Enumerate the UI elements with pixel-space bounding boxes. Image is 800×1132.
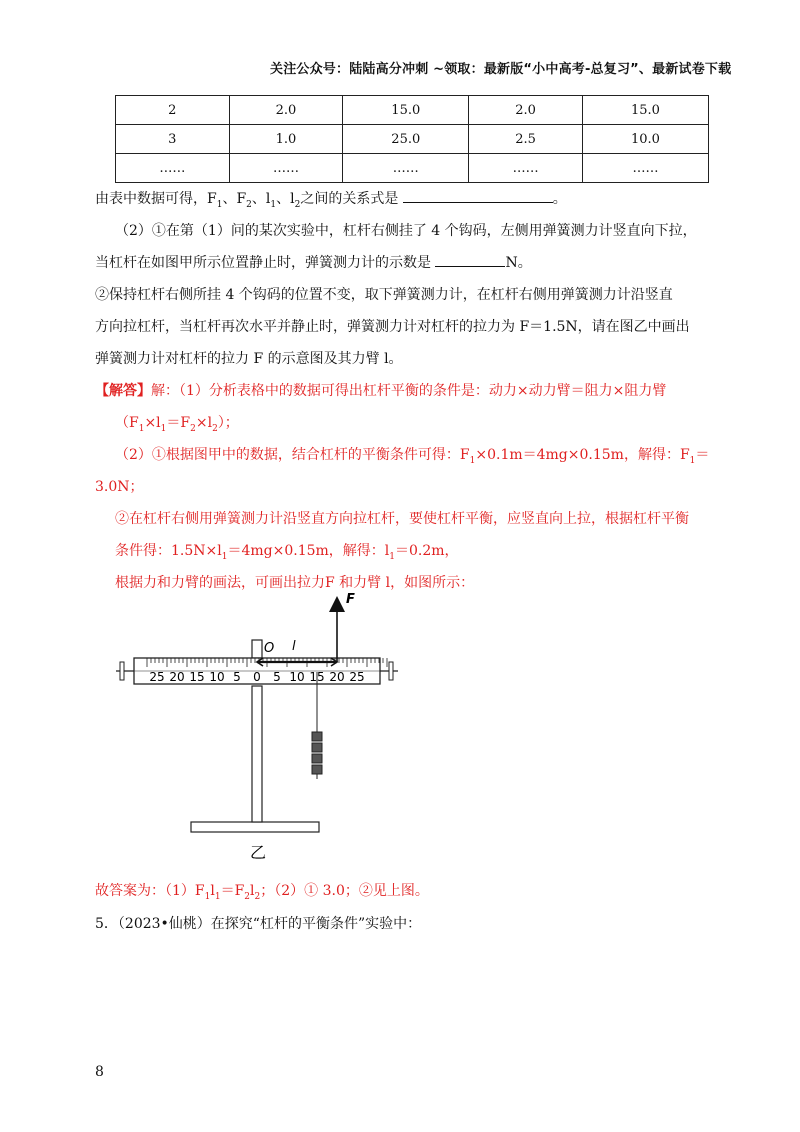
question-2-part-1: （2）①在第（1）问的某次实验中，杠杆右侧挂了 4 个钩码，左侧用弹簧测力计竖直向下拉， <box>115 223 697 239</box>
question-2-part-2-cont: 方向拉杠杆，当杠杆再次水平并静止时，弹簧测力计对杠杆的拉力为 F＝1.5N，请在图乙中画出 <box>95 319 690 335</box>
text: （2）①根据图甲中的数据，结合杠杆的平衡条件可得：F <box>115 447 470 463</box>
table-cell: 15.0 <box>582 96 708 125</box>
text: 。 <box>552 191 567 207</box>
answer-blank[interactable] <box>435 254 505 267</box>
table-cell: 1.0 <box>229 125 343 154</box>
table-cell: 15.0 <box>343 96 469 125</box>
scale-label: 5 <box>233 670 241 684</box>
text: N。 <box>505 255 532 271</box>
table-cell: 2.0 <box>229 96 343 125</box>
table-cell: 25.0 <box>343 125 469 154</box>
question-2-part-2-end: 弹簧测力计对杠杆的拉力 F 的示意图及其力臂 l。 <box>95 351 403 367</box>
text: 由表中数据可得，F <box>95 191 217 207</box>
scale-label: 25 <box>349 670 365 684</box>
table-row <box>116 154 709 183</box>
subscript: 2 <box>244 891 251 902</box>
answer-part-1 <box>115 444 709 466</box>
answer-part-2-cont <box>115 540 459 562</box>
scale-label: 10 <box>289 670 305 684</box>
table-cell: 2.5 <box>469 125 583 154</box>
scale-label: 15 <box>189 670 205 684</box>
text: 故答案为：（1）F <box>95 883 205 899</box>
answer-part-1-result: 3.0N； <box>95 479 144 495</box>
subscript: 1 <box>689 455 696 466</box>
subscript: 2 <box>246 199 252 210</box>
table-cell: …… <box>343 154 469 183</box>
table-row <box>116 96 709 125</box>
stand-base <box>191 822 319 832</box>
hook-weights <box>312 732 322 779</box>
subscript: 1 <box>160 423 167 434</box>
subscript: 1 <box>216 199 223 210</box>
left-nut <box>120 662 124 680</box>
pivot-label: O <box>264 641 275 656</box>
subscript: 1 <box>204 891 211 902</box>
answer-formula <box>115 412 239 434</box>
text: ＝F <box>220 883 245 899</box>
text: ）； <box>217 415 239 431</box>
right-nut <box>389 662 393 680</box>
scale-label: 25 <box>149 670 165 684</box>
question-2-part-2: ②保持杠杆右侧所挂 4 个钩码的位置不变，取下弹簧测力计，在杠杆右侧用弹簧测力计沿竖直 <box>95 287 673 303</box>
subscript: 1 <box>138 423 145 434</box>
table-cell: 3 <box>116 125 230 154</box>
text: ×l <box>144 415 161 431</box>
arm-label: l <box>292 639 296 654</box>
subscript: 2 <box>190 423 196 434</box>
text: ＝0.2m， <box>395 543 459 559</box>
table-row <box>116 125 709 154</box>
table-cell: …… <box>116 154 230 183</box>
answer-intro <box>95 380 666 400</box>
scale-label: 10 <box>209 670 225 684</box>
text: l <box>210 883 215 899</box>
weight <box>312 765 322 774</box>
subscript: 1 <box>214 891 221 902</box>
text: 、l <box>251 191 271 207</box>
page-number: 8 <box>95 1064 104 1080</box>
scale-label: 0 <box>253 670 261 684</box>
page-header: 关注公众号：陆陆高分冲刺 ~领取：最新版“小中高考-总复习”、最新试卷下载 <box>270 62 732 77</box>
subscript: 1 <box>270 199 277 210</box>
weight <box>312 732 322 741</box>
figure-caption: 乙 <box>249 843 267 862</box>
table-cell: 2.0 <box>469 96 583 125</box>
text: 、F <box>222 191 247 207</box>
table-cell: …… <box>229 154 343 183</box>
question-2-part-1-cont <box>95 252 532 272</box>
text: ×0.1m＝4mg×0.15m，解得：F <box>475 447 690 463</box>
text: 条件得：1.5N×l <box>115 543 222 559</box>
text: （F <box>115 415 139 431</box>
table-cell: 2 <box>116 96 230 125</box>
answer-part-2-drawing: 根据力和力臂的画法，可画出拉力F 和力臂 l，如图所示： <box>115 575 475 591</box>
text: 当杠杆在如图甲所示位置静止时，弹簧测力计的示数是 <box>95 255 431 271</box>
answer-part-2: ②在杠杆右侧用弹簧测力计沿竖直方向拉杠杆，要使杠杆平衡，应竖直向上拉，根据杠杆平衡 <box>115 511 689 527</box>
data-table <box>115 95 709 183</box>
text: ＝ <box>695 447 710 463</box>
text: ＝4mg×0.15m，解得：l <box>227 543 390 559</box>
text: ×l <box>195 415 213 431</box>
subscript: 1 <box>389 551 396 562</box>
weight <box>312 754 322 763</box>
table-cell: 10.0 <box>582 125 708 154</box>
scale-label: 20 <box>329 670 345 684</box>
stand-post <box>252 686 262 822</box>
subscript: 2 <box>294 199 301 210</box>
final-answer <box>95 880 429 902</box>
weight <box>312 743 322 752</box>
scale-label: 20 <box>169 670 185 684</box>
subscript: 1 <box>469 455 476 466</box>
answer-tag: 【解答】 <box>95 383 151 399</box>
text: 、l <box>276 191 295 207</box>
subscript: 1 <box>221 551 228 562</box>
force-label: F <box>346 592 355 607</box>
text: l <box>250 883 255 899</box>
subscript: 2 <box>254 891 261 902</box>
lever-figure <box>0 585 800 865</box>
table-cell: …… <box>582 154 708 183</box>
answer-blank[interactable] <box>403 190 553 203</box>
text: ；（2）① 3.0；②见上图。 <box>260 883 429 899</box>
scale-label: 5 <box>273 670 281 684</box>
scale-label: 15 <box>309 670 325 684</box>
stand-post-top <box>252 640 262 658</box>
text: 之间的关系式是 <box>300 191 399 207</box>
text: ＝F <box>166 415 191 431</box>
table-cell: …… <box>469 154 583 183</box>
relation-question <box>95 188 567 210</box>
subscript: 2 <box>212 423 218 434</box>
text: 解：（1）分析表格中的数据可得出杠杆平衡的条件是：动力×动力臂＝阻力×阻力臂 <box>151 383 667 399</box>
question-5: 5．（2023•仙桃）在探究“杠杆的平衡条件”实验中： <box>95 916 422 932</box>
